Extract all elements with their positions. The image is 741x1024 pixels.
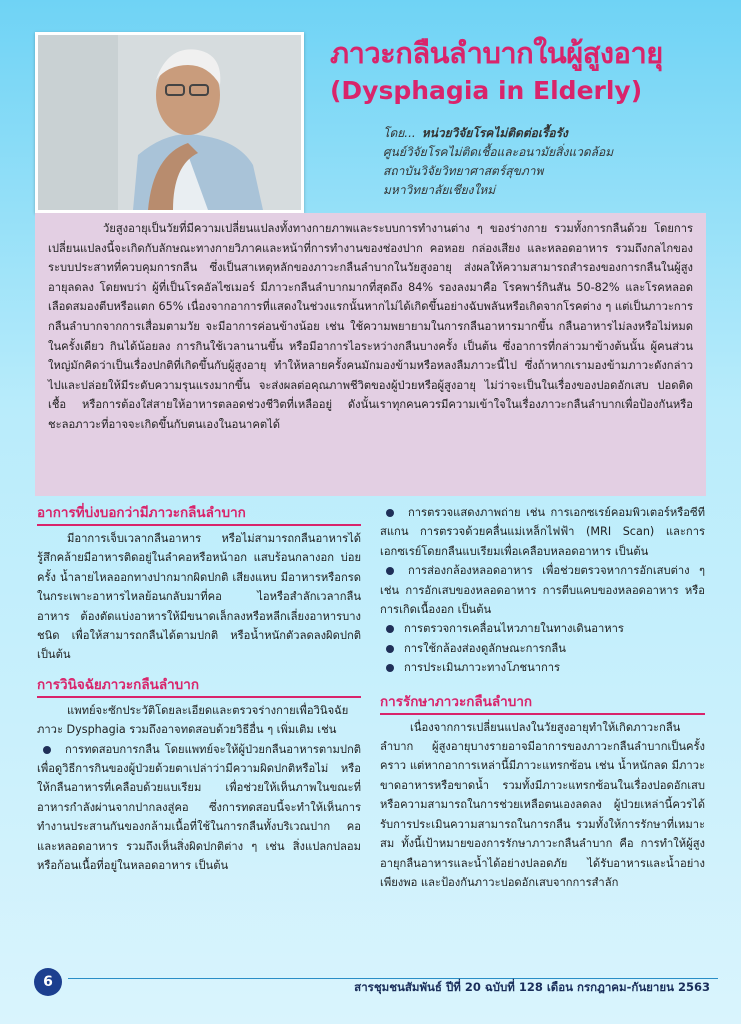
byline-line-2: ศูนย์วิจัยโรคไม่ติดเชื้อและอนามัยสิ่งแวดล้อม [383, 145, 614, 159]
bullet-icon [386, 509, 394, 517]
diagnosis-bullet-2 [380, 503, 705, 561]
abstract-box: วัยสูงอายุเป็นวัยที่มีความเปลี่ยนแปลงทั้งทางกายภาพและระบบการทำงานต่าง ๆ ของร่างกาย รวมทั้งการกลืนด้วย โดยการเปลี่ยนแปลงนี้จะเกิดกับลักษณะทางกายวิภาคและหน้าที่การทำงานของช่องปาก คอหอย กล่องเสียง และหลอดอาหาร รวมถึงกลไกของระบบประสาทที่ควบคุมการกลืน ซึ่งเป็นสาเหตุหลักของภาวะกลืนลำบากในวัยสูงอายุ ส่งผลให้ความสามารถสำรองของการกลืนในผู้สูงอายุลดลง โดยพบว่า ผู้ที่เป็นโรคอัลไซเมอร์ มีภาวะกลืนลำบากมากที่สุดถึง 84% รองลงมาคือ โรคพาร์กินสัน 50-82% และโรคหลอดเลือดสมองตีบหรือแตก 65% เนื่องจากอาการที่แสดงในช่วงแรกนั้นหากไม่ได้เกิดขึ้นอย่างฉับพลันหรือเกิดจากโรคต่าง ๆ แต่เป็นภาวะการกลืนลำบากจากการเสื่อมตามวัย จะมีอาการค่อนข้างน้อย เช่น ใช้ความพยายามในการกลืนอาหารมากขึ้น กลืนอาหารไม่ลงหรือไม่หมดในครั้งเดียว กินได้น้อยลง การกินใช้เวลานานขึ้น หรือมีอาการไอระหว่างกลืนบางครั้ง เป็นต้น ซึ่งอาการที่กล่าวมาข้างต้นนั้น ผู้คนส่วนใหญ่มักคิดว่าเป็นเรื่องปกติที่เกิดขึ้นกับผู้สูงอายุ ทำให้หลายครั้งคนมักมองข้ามหรือหลงลืมภาวะนี้ไป ซึ่งถ้าหากเรามองข้ามภาวะดังกล่าวไปและปล่อยให้มีระดับความรุนแรงมากขึ้น จะส่งผลต่อคุณภาพชีวิตของผู้ป่วยหรือผู้สูงอายุ ไม่ว่าจะเป็นในเรื่องของปอดอักเสบ ปอดติดเชื้อ หรือการต้องใส่สายให้อาหารตลอดช่วงชีวิตที่เหลืออยู่ ดังนั้นเราทุกคนควรมีความเข้าใจในเรื่องภาวะกลืนลำบากเพื่อป้องกันหรือชะลอภาวะที่อาจจะเกิดขึ้นกับตนเองในอนาคตได้ [35, 213, 706, 496]
elderly-man-photo [35, 32, 304, 213]
article-title-thai: ภาวะกลืนลำบากในผู้สูงอายุ [330, 36, 663, 70]
bullet-icon [386, 567, 394, 575]
diagnosis-intro: แพทย์จะซักประวัติโดยละเอียดและตรวจร่างกายเพื่อวินิจฉัยภาวะ Dysphagia รวมถึงอาจทดสอบด้วยวิธีอื่น ๆ เพิ่มเติม เช่น [37, 703, 349, 737]
article-title-english: (Dysphagia in Elderly) [330, 76, 643, 105]
author-byline [383, 124, 723, 200]
diagnosis-bullet-3 [380, 561, 705, 619]
right-column [380, 503, 705, 892]
bullet-text: การทดสอบการกลืน โดยแพทย์จะให้ผู้ป่วยกลืนอาหารตามปกติ เพื่อดูวิธีการกินของผู้ป่วยด้วยตาเปล่าว่ามีความผิดปกติหรือไม่ หรือให้กลืนอาหารที่เคลือบด้วยแบเรียม เพื่อช่วยให้เห็นภาพในขณะที่อาหารกำลังผ่านจากปากลงสู่คอ ซึ่งการทดสอบนี้จะทำให้เห็นการทำงานประสานกันของกล้ามเนื้อที่ใช้ในการกลืนทั้งบริเวณปาก คอและหลอดอาหาร รวมถึงเห็นสิ่งผิดปกติต่าง ๆ เช่น สิ่งแปลกปลอม หรือก้อนเนื้อที่อยู่ในหลอดอาหาร เป็นต้น [37, 742, 361, 873]
byline-line-4: มหาวิทยาลัยเชียงใหม่ [383, 183, 496, 197]
left-column [37, 503, 361, 876]
page-number-badge: 6 [34, 968, 62, 996]
diagnosis-bullet-6 [380, 658, 705, 677]
journal-footer: สารชุมชนสัมพันธ์ ปีที่ 20 ฉบับที่ 128 เดือน กรกฎาคม-กันยายน 2563 [354, 980, 710, 994]
byline-line-3: สถาบันวิจัยวิทยาศาสตร์สุขภาพ [383, 164, 544, 178]
diagnosis-bullet-5 [380, 639, 705, 658]
bullet-text: การส่องกล้องหลอดอาหาร เพื่อช่วยตรวจหาการอักเสบต่าง ๆ เช่น การอักเสบของหลอดอาหาร การตีบแคบของหลอดอาหาร หรือการเกิดเนื้องอก เป็นต้น [380, 564, 705, 617]
byline-prefix: โดย... [383, 126, 416, 140]
treatment-paragraph: เนื่องจากการเปลี่ยนแปลงในวัยสูงอายุทำให้เกิดภาวะกลืนลำบาก ผู้สูงอายุบางรายอาจมีอาการของภาวะกลืนลำบากเป็นครั้งคราว แต่หากอาการเหล่านี้มีภาวะแทรกซ้อน เช่น น้ำหนักลด มีภาวะขาดอาหารหรือขาดน้ำ รวมทั้งมีภาวะแทรกซ้อนในเรื่องปอดอักเสบ หรือความสามารถในการช่วยเหลือตนเองลดลง ผู้ป่วยเหล่านี้ควรได้รับการประเมินความสามารถในการกลืน รวมทั้งให้การรักษาที่เหมาะสม ทั้งนี้เป้าหมายของการรักษาภาวะกลืนลำบาก คือ การทำให้ผู้สูงอายุกลืนอาหารและน้ำได้อย่างปลอดภัย ได้รับอาหารและน้ำอย่างเพียงพอ และป้องกันภาวะปอดอักเสบจากการสำลัก [380, 720, 705, 889]
bullet-icon [43, 746, 51, 754]
elderly-man-illustration [38, 35, 301, 210]
section-heading-diagnosis: การวินิจฉัยภาวะกลืนลำบาก [37, 675, 361, 698]
byline-org: หน่วยวิจัยโรคไม่ติดต่อเรื้อรัง [421, 126, 568, 140]
bullet-icon [386, 664, 394, 672]
symptoms-paragraph: มีอาการเจ็บเวลากลืนอาหาร หรือไม่สามารถกลืนอาหารได้ รู้สึกคล้ายมีอาหารติดอยู่ในลำคอหรือหน้าอก แสบร้อนกลางอก บ่อยครั้ง น้ำลายไหลออกทางปากมากผิดปกติ เสียงแหบ มีอาหารหรือกรดในกระเพาะอาหารไหลย้อนกลับมาที่คอ ไอหรือสำลักเวลากลืนอาหาร ต้องตัดแบ่งอาหารให้มีขนาดเล็กลงหรือหลีกเลี่ยงอาหารบางชนิด เพื่อให้สามารถกลืนได้ตามปกติ หรือน้ำหนักตัวลดลงผิดปกติ เป็นต้น [37, 532, 361, 662]
bullet-text: การประเมินภาวะทางโภชนาการ [404, 661, 561, 675]
bullet-text: การตรวจแสดงภาพถ่าย เช่น การเอกซเรย์คอมพิวเตอร์หรือซีทีสแกน การตรวจด้วยคลื่นแม่เหล็กไฟฟ้า (MRI Scan) และการเอกซเรย์โดยกลืนแบเรียมเพื่อเคลือบหลอดอาหาร เป็นต้น [380, 506, 705, 558]
bullet-text: การตรวจการเคลื่อนไหวภายในทางเดินอาหาร [404, 622, 624, 636]
bullet-icon [386, 625, 394, 633]
bullet-icon [386, 645, 394, 653]
section-heading-symptoms: อาการที่บ่งบอกว่ามีภาวะกลืนลำบาก [37, 503, 361, 526]
diagnosis-bullet-1 [37, 740, 361, 876]
section-heading-treatment: การรักษาภาวะกลืนลำบาก [380, 692, 705, 715]
bullet-text: การใช้กล้องส่องดูลักษณะการกลืน [404, 641, 566, 655]
diagnosis-bullet-4 [380, 619, 705, 638]
